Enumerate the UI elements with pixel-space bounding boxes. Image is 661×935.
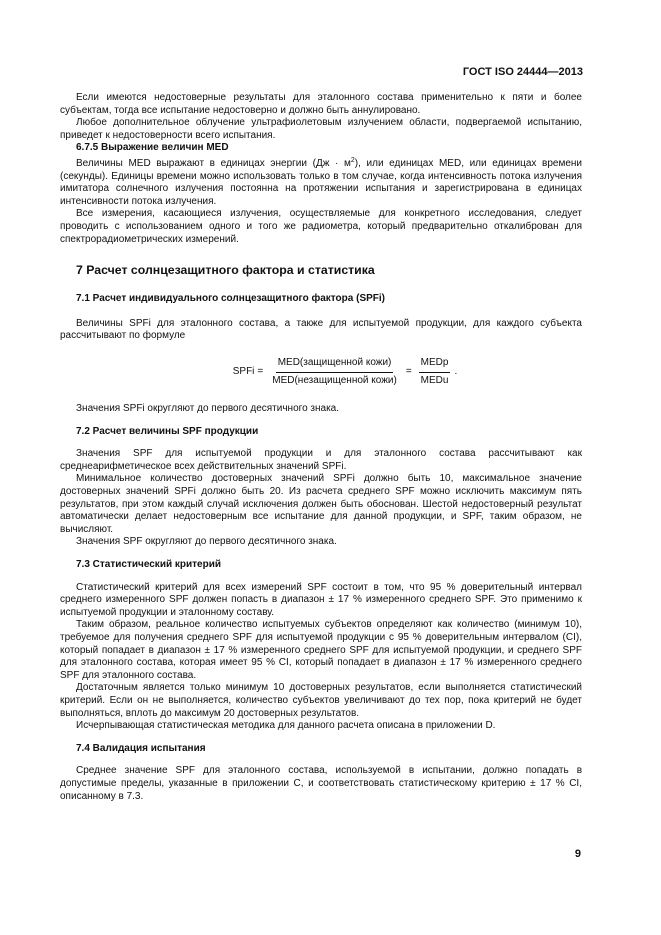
page-number: 9 <box>574 848 581 860</box>
paragraph: Статистический критерий для всех измерений SPF состоит в том, что 95 % доверительный интервал среднего измеренного SPF должен попасть в диапазон ± 17 % измеренного среднего SPF. Это применимо к испытуемой продукции и эталонному составу. <box>60 581 582 618</box>
fraction-denominator: MED(незащищенной кожи) <box>272 374 397 386</box>
document-body <box>60 92 582 803</box>
section-heading-7-1: 7.1 Расчет индивидуального солнцезащитного фактора (SPFi) <box>76 293 385 305</box>
paragraph: Значения SPFi округляют до первого десятичного знака. <box>76 403 340 415</box>
paragraph <box>60 155 582 208</box>
paragraph: Среднее значение SPF для эталонного состава, используемой в испытании, должно попадать в допустимые пределы, указанные в приложении С, и соответствовать статистическому критерию ± 17 % CI, описанному в 7.3. <box>60 765 582 802</box>
section-heading-7-3: 7.3 Статистический критерий <box>76 559 222 571</box>
formula-period: . <box>454 365 458 377</box>
formula-lhs: SPFi <box>232 365 255 377</box>
fraction-denominator: MEDu <box>420 374 449 386</box>
section-heading-7-2: 7.2 Расчет величины SPF продукции <box>76 425 259 437</box>
paragraph: Если имеются недостоверные результаты для эталонного состава применительно к пяти и более субъектам, тогда все испытание недостоверно и должно быть аннулировано. <box>60 92 582 116</box>
spfi-formula <box>108 357 582 387</box>
formula-equals: = <box>405 365 412 377</box>
paragraph: Величины SPFi для эталонного состава, а также для испытуемой продукции, для каждого субъекта рассчитывают по формуле <box>60 317 582 342</box>
paragraph: Исчерпывающая статистическая методика для данного расчета описана в приложении D. <box>76 720 496 732</box>
med-units-text-b: ), или единицах MED, или единицах времени (секунды). Единицы времени можно использовать только в том случае, когда интенсивность потока излучения имитатора солнечного излучения постоянна на протяжении испытания и зарегистрирована в единицах интенсивности потока излучения. <box>60 157 583 207</box>
document-header-code: ГОСТ ISO 24444—2013 <box>462 66 583 78</box>
fraction-numerator: MEDp <box>419 357 451 373</box>
section-heading-7: 7 Расчет солнцезащитного фактора и статистика <box>76 263 375 278</box>
paragraph: Минимальное количество достоверных значений SPFi должно быть 10, максимальное значение достоверных значений SPFi должно быть 20. Из расчета среднего SPF можно исключить максимум пять результатов, при этом каждый случай исключения должен быть обоснован. Шестой недостоверный результат автоматически делает недостоверным все испытание для данной продукции, и SPF, таким образом, не вычисляют. <box>60 473 582 535</box>
paragraph: Значения SPF округляют до первого десятичного знака. <box>76 536 337 548</box>
fraction-numerator: MED(защищенной кожи) <box>276 357 394 373</box>
paragraph: Таким образом, реальное количество испытуемых субъектов определяют как количество (минимум 10), требуемое для получения среднего SPF для испытуемой продукции с 95 % доверительным интервалом (CI), который попадает в диапазон ± 17 % измеренного среднего SPF для испытуемой продукции, и среднего SPF для эталонного состава, которая имеет 95 % CI, который попадает в диапазон ± 17 % измеренного среднего SPF для эталонного состава. <box>60 619 582 681</box>
paragraph: Все измерения, касающиеся излучения, осуществляемые для конкретного исследования, следует проводить с использованием одного и того же радиометра, который предварительно откалиброван для спектрорадиометрических измерений. <box>60 208 582 245</box>
section-heading-7-4: 7.4 Валидация испытания <box>76 742 206 754</box>
paragraph: Любое дополнительное облучение ультрафиолетовым излучением области, подвергаемой испытанию, приведет к недостоверности всего испытания. <box>60 117 582 141</box>
paragraph: Достаточным является только минимум 10 достоверных результатов, если выполняется статистический критерий. Если он не выполняется, количество субъектов увеличивают до тех пор, пока критерий не будет выполняться, вплоть до максимум 20 достоверных результатов. <box>60 682 582 719</box>
superscript: 2 <box>350 156 355 164</box>
formula-fraction-2 <box>419 357 451 387</box>
paragraph: Значения SPF для испытуемой продукции и для эталонного состава рассчитывают как среднеарифметическое всех действительных значений SPFi. <box>60 448 582 472</box>
section-heading-6-7-5: 6.7.5 Выражение величин MED <box>76 142 229 154</box>
formula-equals: = <box>257 365 264 377</box>
med-units-text-a: Величины MED выражают в единицах энергии (Дж · м <box>76 157 351 169</box>
formula-fraction-1 <box>270 357 399 387</box>
